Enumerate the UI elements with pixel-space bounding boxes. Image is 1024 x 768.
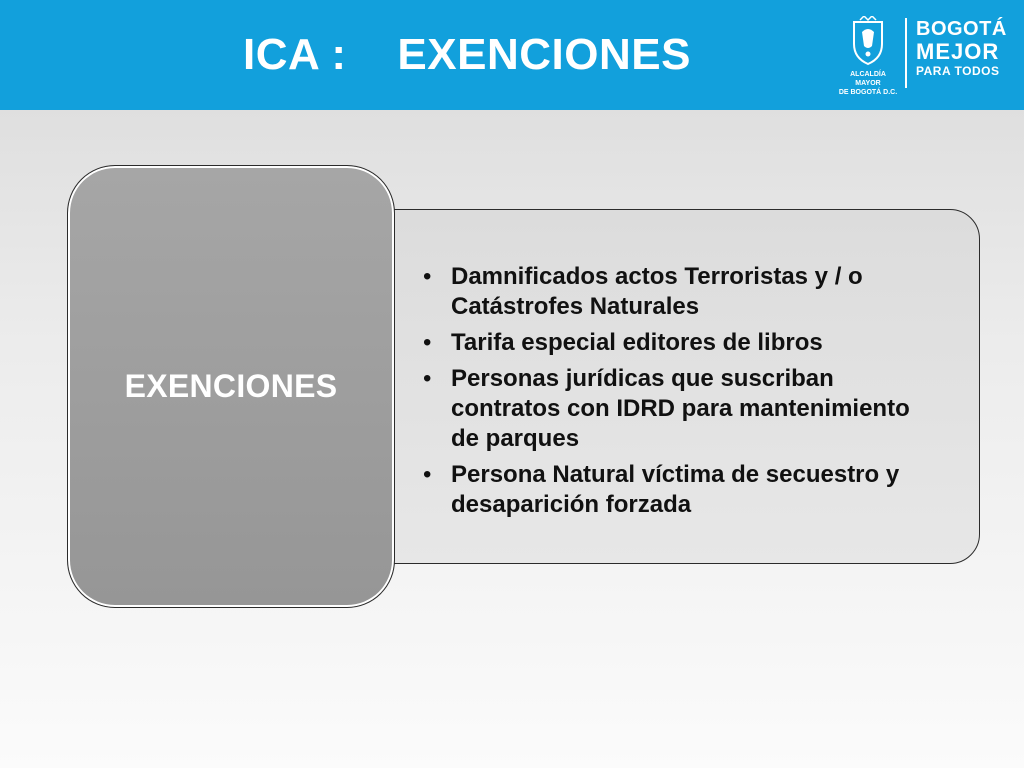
category-label: EXENCIONES [124,368,338,404]
category-box [67,165,395,608]
logo-divider [905,18,907,88]
alcaldia-text [838,70,898,97]
list-item: • Persona Natural víctima de secuestro y desaparición forzada [420,460,920,520]
bogota-mejor-brand [916,18,1007,78]
alcaldia-text-line2: DE BOGOTÁ D.C. [838,89,898,96]
list-item: • Personas jurídicas que suscriban contratos con IDRD para mantenimiento de parques [420,364,920,454]
brand-line-mejor: MEJOR [916,39,1000,64]
bogota-coat-of-arms-icon [850,16,886,66]
list-item: • Damnificados actos Terroristas y / o Catástrofes Naturales [420,262,920,322]
exemptions-list [420,262,920,526]
page-title: ICA : EXENCIONES [243,30,691,79]
header-bar [0,0,1024,110]
brand-line-para-todos: PARA TODOS [916,64,1000,78]
list-item: • Tarifa especial editores de libros [420,328,920,358]
alcaldia-logo [838,12,1007,96]
alcaldia-text-line1: ALCALDÍA MAYOR [850,71,886,87]
brand-line-bogota: BOGOTÁ [916,18,1007,40]
